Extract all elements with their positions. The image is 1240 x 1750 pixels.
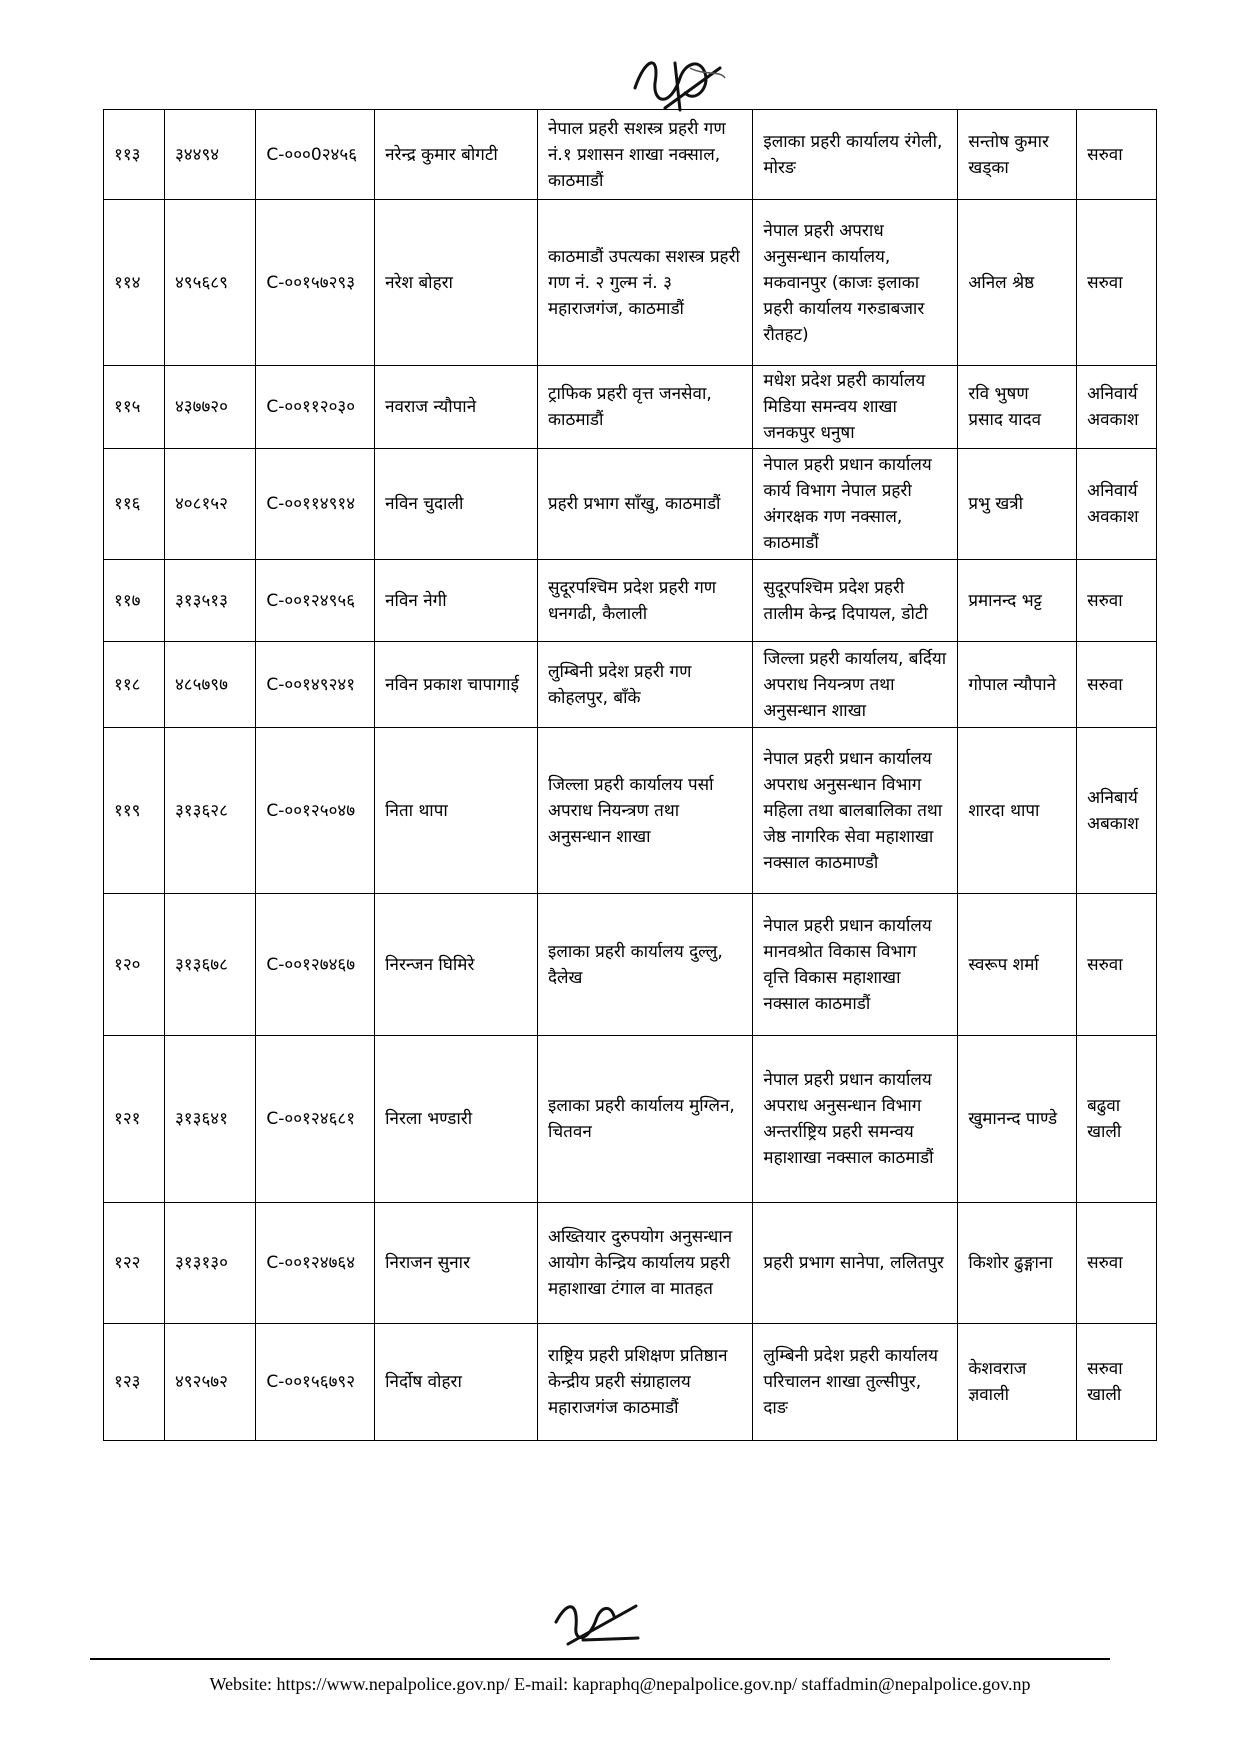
code-number-cell: ३१३६२८	[164, 728, 255, 894]
in-place-of-cell: केशवराज ज्ञवाली	[958, 1324, 1077, 1441]
current-office-cell: नेपाल प्रहरी सशस्त्र प्रहरी गण नं.१ प्रशासन शाखा नक्साल, काठमाडौं	[537, 110, 752, 200]
code-number-cell: ३१३६४१	[164, 1036, 255, 1203]
table-row	[104, 560, 1157, 642]
current-office-cell: प्रहरी प्रभाग साँखु, काठमाडौं	[537, 449, 752, 560]
table-row	[104, 1036, 1157, 1203]
in-place-of-cell: स्वरूप शर्मा	[958, 894, 1077, 1036]
id-number-cell: C-००११२०३०	[256, 366, 375, 449]
id-number-cell: C-००१५६७९२	[256, 1324, 375, 1441]
table-row	[104, 728, 1157, 894]
name-cell: नरेश बोहरा	[375, 200, 538, 366]
code-number-cell: ४०८१५२	[164, 449, 255, 560]
table-row	[104, 1324, 1157, 1441]
remark-cell: अनिवार्य अवकाश	[1077, 449, 1157, 560]
serial-number-cell: ११४	[104, 200, 165, 366]
current-office-cell: ट्राफिक प्रहरी वृत्त जनसेवा, काठमाडौं	[537, 366, 752, 449]
serial-number-cell: ११९	[104, 728, 165, 894]
id-number-cell: C-००१२७४६७	[256, 894, 375, 1036]
transferred-office-cell: इलाका प्रहरी कार्यालय रंगेली, मोरङ	[753, 110, 958, 200]
name-cell: नवराज न्यौपाने	[375, 366, 538, 449]
remark-cell: अनिवार्य अवकाश	[1077, 366, 1157, 449]
current-office-cell: राष्ट्रिय प्रहरी प्रशिक्षण प्रतिष्ठान केन्द्रीय प्रहरी संग्राहालय महाराजगंज काठमाडौं	[537, 1324, 752, 1441]
transferred-office-cell: मधेश प्रदेश प्रहरी कार्यालय मिडिया समन्वय शाखा जनकपुर धनुषा	[753, 366, 958, 449]
code-number-cell: ३१३६७८	[164, 894, 255, 1036]
serial-number-cell: १२१	[104, 1036, 165, 1203]
signature-top	[625, 48, 735, 118]
remark-cell: सरुवा	[1077, 200, 1157, 366]
remark-cell: बढुवा खाली	[1077, 1036, 1157, 1203]
table-row	[104, 449, 1157, 560]
code-number-cell: ३१३५१३	[164, 560, 255, 642]
roster-body	[104, 110, 1157, 1441]
table-row	[104, 642, 1157, 728]
transferred-office-cell: सुदूरपश्चिम प्रदेश प्रहरी तालीम केन्द्र दिपायल, डोटी	[753, 560, 958, 642]
serial-number-cell: ११६	[104, 449, 165, 560]
table-row	[104, 894, 1157, 1036]
transferred-office-cell: लुम्बिनी प्रदेश प्रहरी कार्यालय परिचालन शाखा तुल्सीपुर, दाङ	[753, 1324, 958, 1441]
serial-number-cell: ११३	[104, 110, 165, 200]
in-place-of-cell: खुमानन्द पाण्डे	[958, 1036, 1077, 1203]
current-office-cell: जिल्ला प्रहरी कार्यालय पर्सा अपराध नियन्त्रण तथा अनुसन्धान शाखा	[537, 728, 752, 894]
name-cell: नविन प्रकाश चापागाई	[375, 642, 538, 728]
table-row	[104, 1203, 1157, 1324]
remark-cell: सरुवा	[1077, 642, 1157, 728]
name-cell: निर्दोष वोहरा	[375, 1324, 538, 1441]
id-number-cell: C-००१४९२४१	[256, 642, 375, 728]
transferred-office-cell: नेपाल प्रहरी प्रधान कार्यालय मानवश्रोत विकास विभाग वृत्ति विकास महाशाखा नक्साल काठमाडौं	[753, 894, 958, 1036]
in-place-of-cell: गोपाल न्यौपाने	[958, 642, 1077, 728]
code-number-cell: ४९२५७२	[164, 1324, 255, 1441]
id-number-cell: C-००१२४९५६	[256, 560, 375, 642]
transferred-office-cell: नेपाल प्रहरी प्रधान कार्यालय कार्य विभाग नेपाल प्रहरी अंगरक्षक गण नक्साल, काठमाडौं	[753, 449, 958, 560]
name-cell: निराजन सुनार	[375, 1203, 538, 1324]
code-number-cell: ४८५७९७	[164, 642, 255, 728]
transferred-office-cell: प्रहरी प्रभाग सानेपा, ललितपुर	[753, 1203, 958, 1324]
transferred-office-cell: नेपाल प्रहरी प्रधान कार्यालय अपराध अनुसन्धान विभाग महिला तथा बालबालिका तथा जेष्ठ नागरिक सेवा महाशाखा नक्साल काठमाण्डौ	[753, 728, 958, 894]
serial-number-cell: ११५	[104, 366, 165, 449]
in-place-of-cell: प्रमानन्द भट्ट	[958, 560, 1077, 642]
current-office-cell: इलाका प्रहरी कार्यालय दुल्लु, दैलेख	[537, 894, 752, 1036]
in-place-of-cell: शारदा थापा	[958, 728, 1077, 894]
remark-cell: सरुवा खाली	[1077, 1324, 1157, 1441]
in-place-of-cell: रवि भुषण प्रसाद यादव	[958, 366, 1077, 449]
current-office-cell: सुदूरपश्चिम प्रदेश प्रहरी गण धनगढी, कैलाली	[537, 560, 752, 642]
code-number-cell: ४९५६८९	[164, 200, 255, 366]
name-cell: निरन्जन घिमिरे	[375, 894, 538, 1036]
transferred-office-cell: नेपाल प्रहरी अपराध अनुसन्धान कार्यालय, मकवानपुर (काजः इलाका प्रहरी कार्यालय गरुडाबजार रौतहट)	[753, 200, 958, 366]
transferred-office-cell: नेपाल प्रहरी प्रधान कार्यालय अपराध अनुसन्धान विभाग अन्तर्राष्ट्रिय प्रहरी समन्वय महाशाखा नक्साल काठमाडौं	[753, 1036, 958, 1203]
footer-contact-line: Website: https://www.nepalpolice.gov.np/ E-mail: kapraphq@nepalpolice.gov.np/ staffadmin@nepalpolice.gov.np	[209, 1674, 1031, 1694]
id-number-cell: C-००११४९१४	[256, 449, 375, 560]
code-number-cell: ४३७७२०	[164, 366, 255, 449]
current-office-cell: अख्तियार दुरुपयोग अनुसन्धान आयोग केन्द्रिय कार्यालय प्रहरी महाशाखा टंगाल वा मातहत	[537, 1203, 752, 1324]
name-cell: नविन नेगी	[375, 560, 538, 642]
transfer-roster-table	[103, 109, 1157, 1441]
footer-rule	[90, 1658, 1110, 1660]
code-number-cell: ३१३१३०	[164, 1203, 255, 1324]
id-number-cell: C-००१२४६८१	[256, 1036, 375, 1203]
code-number-cell: ३४४९४	[164, 110, 255, 200]
id-number-cell: C-००१२५०४७	[256, 728, 375, 894]
name-cell: निता थापा	[375, 728, 538, 894]
in-place-of-cell: अनिल श्रेष्ठ	[958, 200, 1077, 366]
name-cell: नविन चुदाली	[375, 449, 538, 560]
current-office-cell: काठमाडौं उपत्यका सशस्त्र प्रहरी गण नं. २ गुल्म नं. ३ महाराजगंज, काठमाडौं	[537, 200, 752, 366]
serial-number-cell: १२३	[104, 1324, 165, 1441]
id-number-cell: C-०००0२४५६	[256, 110, 375, 200]
signature-bottom	[548, 1592, 648, 1652]
serial-number-cell: १२०	[104, 894, 165, 1036]
transferred-office-cell: जिल्ला प्रहरी कार्यालय, बर्दिया अपराध नियन्त्रण तथा अनुसन्धान शाखा	[753, 642, 958, 728]
name-cell: निरला भण्डारी	[375, 1036, 538, 1203]
id-number-cell: C-००१५७२९३	[256, 200, 375, 366]
in-place-of-cell: सन्तोष कुमार खड्का	[958, 110, 1077, 200]
remark-cell: सरुवा	[1077, 1203, 1157, 1324]
current-office-cell: इलाका प्रहरी कार्यालय मुग्लिन, चितवन	[537, 1036, 752, 1203]
table-row	[104, 200, 1157, 366]
remark-cell: सरुवा	[1077, 894, 1157, 1036]
remark-cell: सरुवा	[1077, 560, 1157, 642]
current-office-cell: लुम्बिनी प्रदेश प्रहरी गण कोहलपुर, बाँके	[537, 642, 752, 728]
remark-cell: सरुवा	[1077, 110, 1157, 200]
serial-number-cell: ११८	[104, 642, 165, 728]
in-place-of-cell: किशोर ढुङ्गाना	[958, 1203, 1077, 1324]
table-row	[104, 110, 1157, 200]
table-row	[104, 366, 1157, 449]
name-cell: नरेन्द्र कुमार बोगटी	[375, 110, 538, 200]
remark-cell: अनिबार्य अबकाश	[1077, 728, 1157, 894]
id-number-cell: C-००१२४७६४	[256, 1203, 375, 1324]
serial-number-cell: ११७	[104, 560, 165, 642]
serial-number-cell: १२२	[104, 1203, 165, 1324]
in-place-of-cell: प्रभु खत्री	[958, 449, 1077, 560]
